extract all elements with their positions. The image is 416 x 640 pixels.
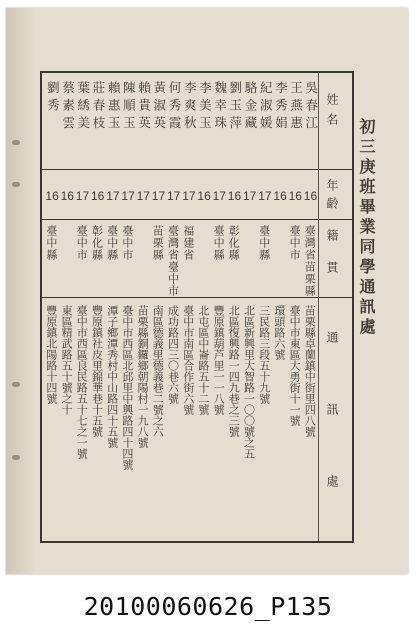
document-title: 初三庚班畢業同學通訊處 (357, 118, 376, 338)
header-age: 年齡 (325, 179, 339, 215)
student-age: 17 (167, 189, 181, 203)
student-name: 黃淑英 (151, 81, 167, 134)
student-address: 臺中市東區大勇街十一號 (288, 305, 302, 426)
document-title-area (356, 96, 386, 386)
student-age: 17 (243, 189, 257, 203)
student-name: 劉秀 (45, 81, 61, 116)
student-name: 賴惠玉 (106, 81, 122, 134)
student-name: 劉玉萍 (227, 81, 243, 134)
student-age: 17 (121, 189, 135, 203)
header-address: 通訊處 (325, 331, 339, 547)
student-address: 豐原鎮北陽路十四號 (44, 305, 58, 404)
student-address: 南區德義里德義巷二號之六 (151, 305, 165, 437)
header-origin: 籍貫 (325, 229, 339, 293)
student-address: 潭子鄉潭秀村中山路四十五號 (105, 305, 119, 448)
student-age: 16 (288, 189, 302, 203)
student-name: 吳春江 (303, 81, 319, 134)
student-address: 北屯區中崙路五十二號 (196, 305, 210, 415)
student-name: 葉綉美 (75, 81, 91, 134)
student-address: 苗栗縣卓蘭鎮中街里四八號 (303, 305, 317, 437)
student-origin: 臺中市 (120, 225, 134, 261)
student-address: 豐原鎮葫芦里一一八號 (212, 305, 226, 415)
student-origin: 臺中市 (75, 225, 89, 261)
student-origin: 臺中縣 (212, 225, 226, 261)
binding-stitch (12, 455, 20, 460)
student-name: 李秀娟 (273, 81, 289, 134)
student-address: 苗栗縣銅鑼鄉朝陽村一九八號 (136, 305, 150, 448)
student-address: 北區新興里大智路一〇〇號之五 (242, 305, 256, 459)
student-address: 臺中市西區北邱里中興路四十四號 (120, 305, 134, 470)
student-name: 李爽秋 (182, 81, 198, 134)
student-origin: 臺灣省臺中市 (166, 225, 180, 297)
student-age: 17 (136, 189, 150, 203)
student-name: 李美玉 (197, 81, 213, 134)
student-name: 賴貴英 (136, 81, 152, 134)
student-address: 環頭路六號 (272, 305, 286, 360)
student-address: 成功路四三〇巷六號 (166, 305, 180, 404)
student-age: 17 (151, 189, 166, 203)
student-origin: 彰化縣 (227, 225, 241, 261)
student-age: 17 (182, 189, 196, 203)
student-name: 王燕惠 (288, 81, 304, 134)
student-age: 17 (75, 189, 90, 203)
student-age: 16 (45, 189, 59, 203)
student-name: 陳順玉 (121, 81, 137, 134)
student-address: 東區精武路五十號之十 (60, 305, 74, 415)
student-origin: 臺中市 (288, 225, 302, 261)
student-origin: 臺中縣 (257, 225, 271, 261)
student-origin: 臺中縣 (105, 225, 119, 261)
student-name: 駱金藏 (243, 81, 258, 134)
student-age: 16 (60, 189, 74, 203)
student-origin: 臺灣省苗栗縣 (303, 225, 317, 297)
roster-table (40, 71, 354, 547)
student-name: 莊春枝 (91, 81, 106, 134)
student-age: 16 (303, 189, 318, 203)
binding-stitch (12, 382, 20, 387)
student-age: 17 (212, 189, 226, 203)
student-address: 豐原鎮社皮里錦華巷十五號 (90, 305, 104, 437)
student-name: 蔡素雲 (60, 81, 76, 134)
binding-stitch (12, 140, 20, 145)
student-age: 16 (197, 189, 211, 203)
header-divider (318, 73, 319, 541)
binding-edge (6, 8, 36, 574)
student-name: 紀淑媛 (258, 81, 274, 134)
student-name: 魏幸珠 (212, 81, 228, 134)
binding-stitch (12, 182, 20, 187)
student-age: 17 (258, 189, 272, 203)
header-name: 姓名 (325, 93, 339, 133)
student-name: 何秀霞 (167, 81, 182, 134)
archive-caption: 20100060626_P135 (83, 592, 333, 621)
student-age: 16 (273, 189, 287, 203)
student-origin: 臺中縣 (44, 225, 58, 261)
student-origin: 苗栗縣 (151, 225, 165, 261)
student-age: 17 (106, 189, 120, 203)
student-age: 16 (227, 189, 242, 203)
student-address: 臺中市南區合作街六號 (181, 305, 195, 415)
student-address: 三民路三段五十九號 (257, 305, 271, 404)
student-origin: 彰化縣 (90, 225, 104, 261)
student-age: 16 (91, 189, 105, 203)
student-address: 北區復興路一四九巷之三號 (227, 305, 241, 437)
student-origin: 福建省 (181, 225, 195, 261)
student-address: 臺中市西區良民路五十七之一號 (75, 305, 89, 459)
